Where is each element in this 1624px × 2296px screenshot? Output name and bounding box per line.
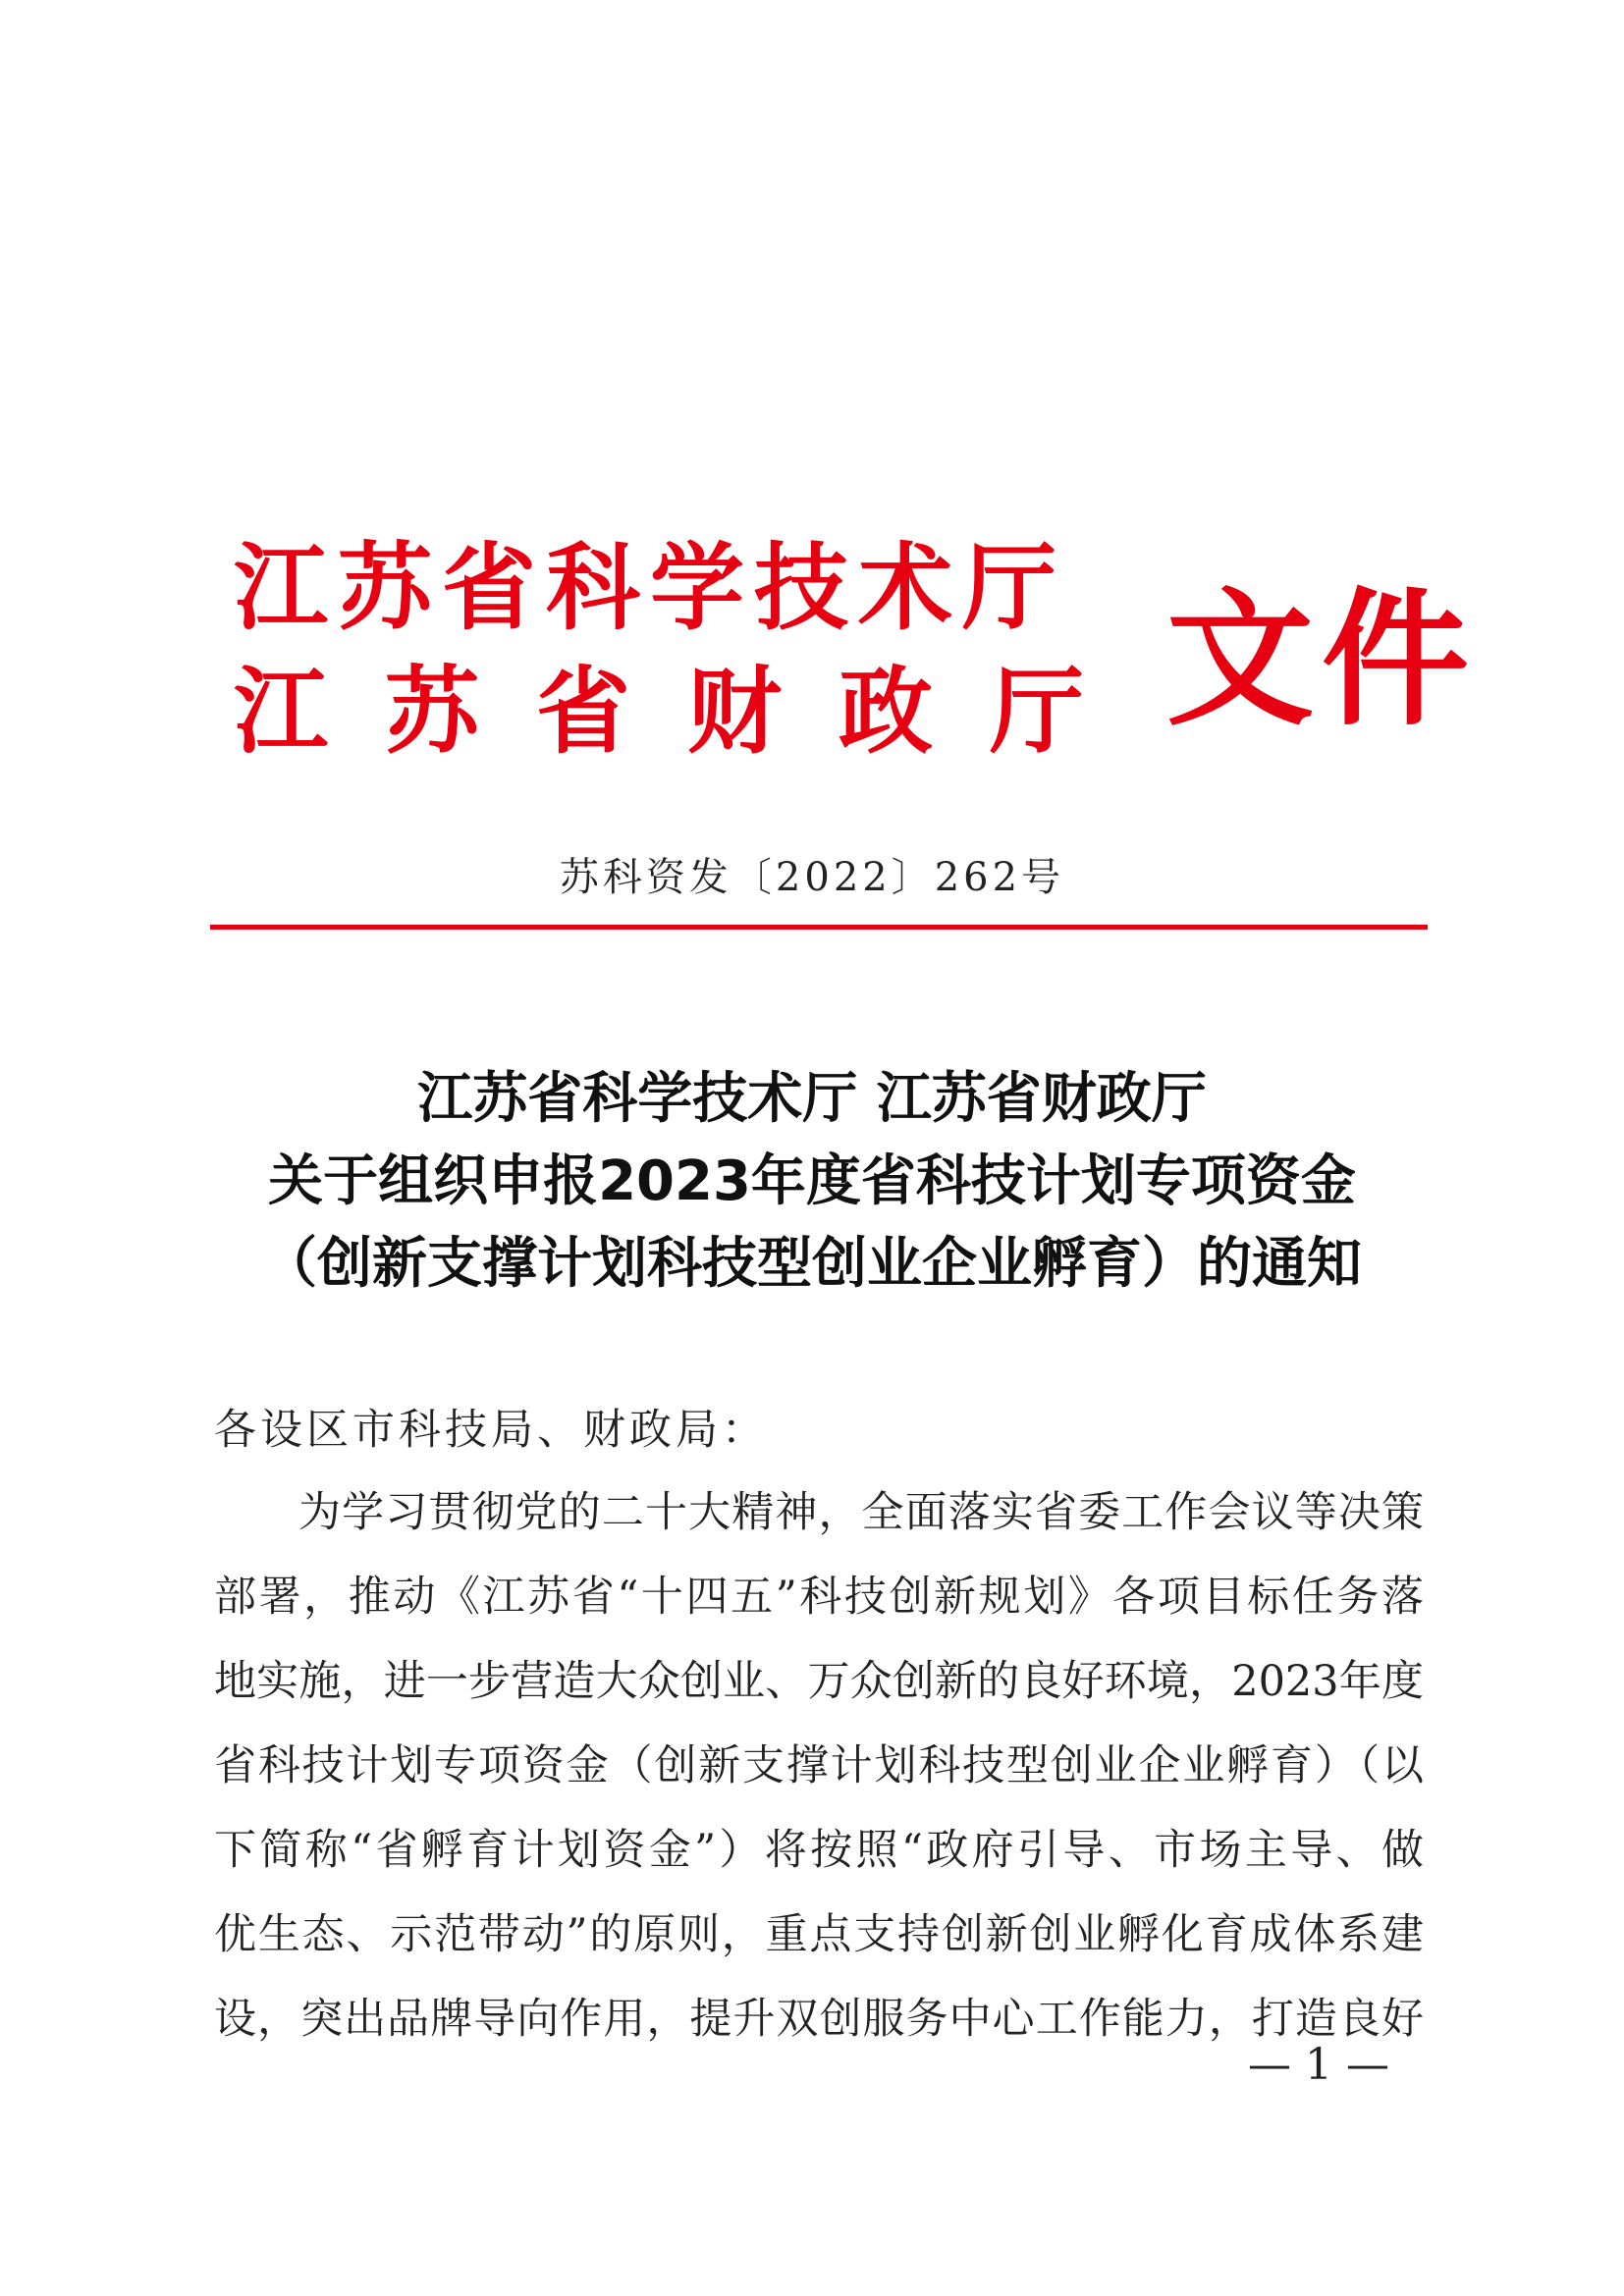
red-masthead: [234, 516, 1478, 772]
title-line-3: （创新支撑计划科技型创业企业孵育）的通知: [262, 1232, 1362, 1296]
paragraph-line: 下简称“省孵育计划资金”）将按照“政府引导、市场主导、做: [214, 1826, 1424, 1875]
paragraph-line: 设，突出品牌导向作用，提升双创服务中心工作能力，打造良好: [214, 1995, 1424, 2044]
paragraph-line: 地实施，进一步营造大众创业、万众创新的良好环境，2023年度: [214, 1657, 1424, 1706]
title-line-1: 江苏省科学技术厅 江苏省财政厅: [417, 1067, 1207, 1131]
document-body: [214, 1390, 1424, 2061]
document-title: [0, 1058, 1624, 1306]
paragraph-line: 部署，推动《江苏省“十四五”科技创新规划》各项目标任务落: [214, 1573, 1424, 1622]
paragraph: [214, 1470, 1424, 2061]
red-separator-line: [210, 925, 1428, 930]
paragraph-line: 为学习贯彻党的二十大精神，全面落实省委工作会议等决策: [298, 1488, 1424, 1537]
salutation: 各设区市科技局、财政局：: [214, 1406, 768, 1455]
issuer-science-department: 江苏省科学技术厅: [234, 533, 1066, 643]
paragraph-line: 省科技计划专项资金（创新支撑计划科技型创业企业孵育）（以: [214, 1741, 1424, 1790]
paragraph-line: 优生态、示范带动”的原则，重点支持创新创业孵化育成体系建: [214, 1910, 1424, 1959]
page-number: — 1 —: [1248, 2040, 1389, 2090]
title-line-2: 关于组织申报2023年度省科技计划专项资金: [268, 1149, 1356, 1213]
issuer-finance-department: 江苏省财政厅: [234, 657, 1141, 767]
document-number: 苏科资发〔2022〕262号: [559, 855, 1065, 900]
document-type-label: 文件: [1166, 575, 1478, 746]
